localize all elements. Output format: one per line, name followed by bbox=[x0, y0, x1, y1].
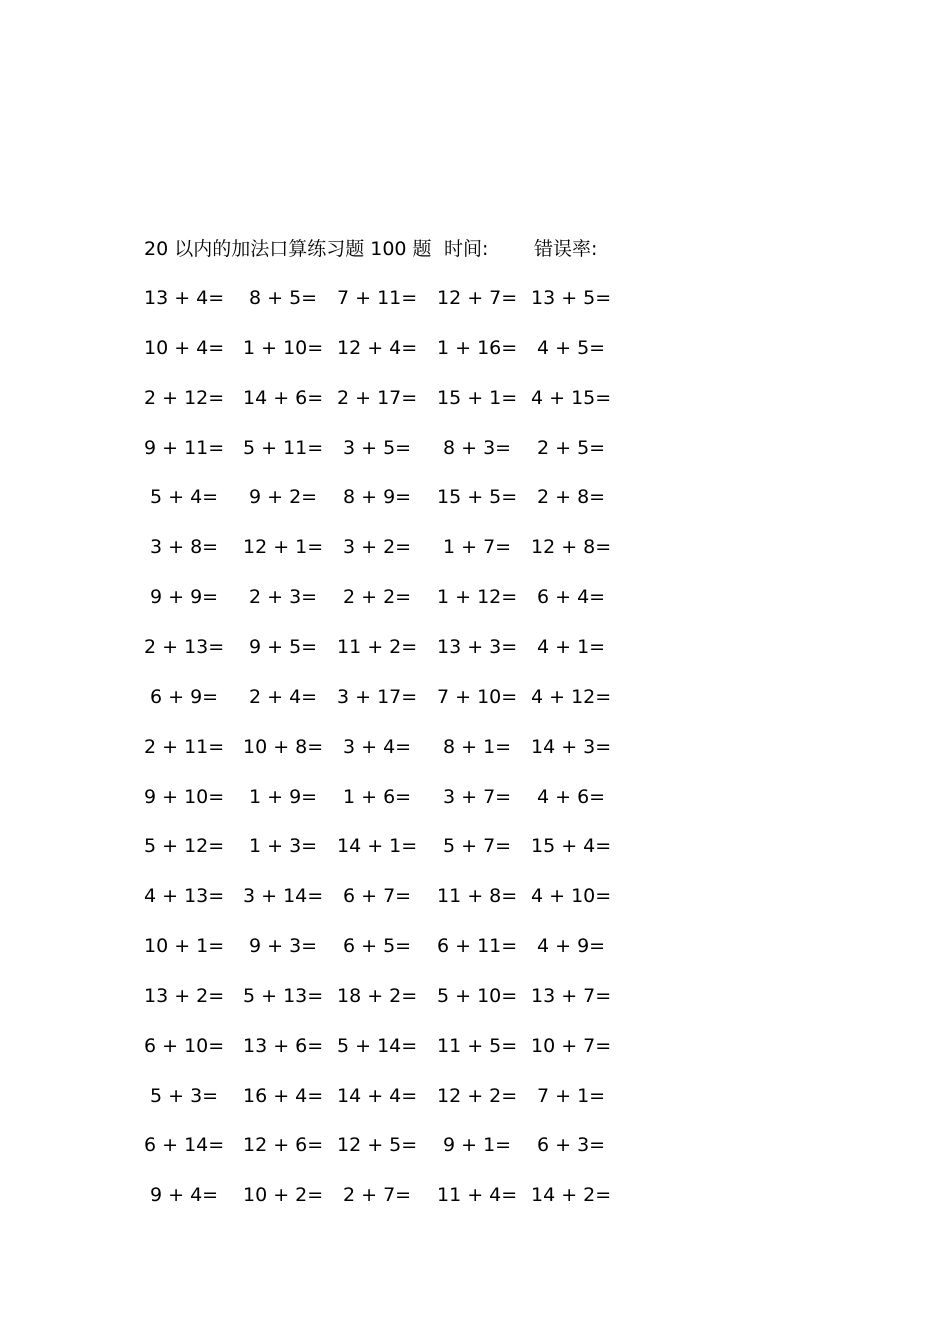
problem-item: 4 + 10= bbox=[531, 885, 612, 908]
problem-item: 14 + 4= bbox=[337, 1084, 418, 1107]
problem-item: 14 + 6= bbox=[243, 386, 324, 409]
problem-item: 14 + 3= bbox=[531, 735, 612, 758]
problem-item: 16 + 4= bbox=[243, 1084, 324, 1107]
problem-item: 3 + 2= bbox=[343, 536, 412, 559]
problem-item: 6 + 3= bbox=[537, 1134, 606, 1157]
problem-item: 6 + 11= bbox=[437, 935, 518, 958]
problem-item: 1 + 3= bbox=[249, 835, 318, 858]
problem-item: 14 + 2= bbox=[531, 1184, 612, 1207]
problem-item: 13 + 2= bbox=[144, 984, 225, 1007]
problem-item: 10 + 7= bbox=[531, 1034, 612, 1057]
problem-item: 4 + 9= bbox=[537, 935, 606, 958]
problem-item: 11 + 2= bbox=[337, 635, 418, 658]
problem-item: 6 + 10= bbox=[144, 1034, 225, 1057]
problem-item: 13 + 6= bbox=[243, 1034, 324, 1057]
problem-item: 1 + 10= bbox=[243, 336, 324, 359]
problem-item: 4 + 6= bbox=[537, 785, 606, 808]
problem-item: 2 + 13= bbox=[144, 635, 225, 658]
problem-item: 2 + 2= bbox=[343, 586, 412, 609]
problem-item: 2 + 3= bbox=[249, 586, 318, 609]
problem-item: 5 + 14= bbox=[337, 1034, 418, 1057]
problem-item: 2 + 4= bbox=[249, 685, 318, 708]
problem-item: 4 + 12= bbox=[531, 685, 612, 708]
problem-item: 3 + 17= bbox=[337, 685, 418, 708]
problem-item: 5 + 4= bbox=[150, 486, 219, 509]
problem-item: 12 + 6= bbox=[243, 1134, 324, 1157]
problem-item: 15 + 4= bbox=[531, 835, 612, 858]
problem-item: 9 + 3= bbox=[249, 935, 318, 958]
problem-item: 9 + 4= bbox=[150, 1184, 219, 1207]
problem-item: 13 + 5= bbox=[531, 287, 612, 309]
problem-item: 10 + 1= bbox=[144, 935, 225, 958]
problem-item: 6 + 9= bbox=[150, 685, 219, 708]
problem-item: 12 + 7= bbox=[437, 287, 518, 309]
problem-item: 2 + 8= bbox=[537, 486, 606, 509]
problem-item: 2 + 12= bbox=[144, 386, 225, 409]
problem-item: 12 + 4= bbox=[337, 336, 418, 359]
problem-item: 9 + 2= bbox=[249, 486, 318, 509]
problem-item: 2 + 7= bbox=[343, 1184, 412, 1207]
problem-item: 15 + 1= bbox=[437, 386, 518, 409]
problem-item: 5 + 3= bbox=[150, 1084, 219, 1107]
problem-item: 3 + 5= bbox=[343, 436, 412, 459]
problem-item: 13 + 3= bbox=[437, 635, 518, 658]
problem-item: 13 + 7= bbox=[531, 984, 612, 1007]
problem-item: 4 + 5= bbox=[537, 336, 606, 359]
problem-item: 18 + 2= bbox=[337, 984, 418, 1007]
problem-item: 8 + 1= bbox=[443, 735, 512, 758]
problem-item: 2 + 11= bbox=[144, 735, 225, 758]
time-label: 时间: bbox=[444, 238, 489, 260]
problem-item: 8 + 3= bbox=[443, 436, 512, 459]
problem-item: 5 + 11= bbox=[243, 436, 324, 459]
problem-item: 10 + 8= bbox=[243, 735, 324, 758]
problem-item: 5 + 13= bbox=[243, 984, 324, 1007]
problem-item: 7 + 10= bbox=[437, 685, 518, 708]
problem-item: 3 + 14= bbox=[243, 885, 324, 908]
problem-item: 14 + 1= bbox=[337, 835, 418, 858]
problem-item: 12 + 5= bbox=[337, 1134, 418, 1157]
problem-item: 4 + 15= bbox=[531, 386, 612, 409]
problem-item: 9 + 10= bbox=[144, 785, 225, 808]
problem-item: 10 + 2= bbox=[243, 1184, 324, 1207]
problem-item: 5 + 12= bbox=[144, 835, 225, 858]
problem-item: 10 + 4= bbox=[144, 336, 225, 359]
problem-item: 6 + 5= bbox=[343, 935, 412, 958]
problem-item: 2 + 17= bbox=[337, 386, 418, 409]
problem-item: 11 + 8= bbox=[437, 885, 518, 908]
worksheet-header bbox=[144, 236, 598, 262]
problem-item: 4 + 13= bbox=[144, 885, 225, 908]
problem-item: 6 + 4= bbox=[537, 586, 606, 609]
problem-item: 9 + 11= bbox=[144, 436, 225, 459]
problem-item: 9 + 5= bbox=[249, 635, 318, 658]
problem-item: 3 + 7= bbox=[443, 785, 512, 808]
error-rate-label: 错误率: bbox=[534, 238, 598, 260]
problem-item: 5 + 7= bbox=[443, 835, 512, 858]
problem-item: 11 + 4= bbox=[437, 1184, 518, 1207]
problem-item: 1 + 16= bbox=[437, 336, 518, 359]
problem-item: 6 + 7= bbox=[343, 885, 412, 908]
problem-item: 3 + 8= bbox=[150, 536, 219, 559]
worksheet-title: 20 以内的加法口算练习题 100 题 bbox=[144, 238, 432, 260]
problem-item: 1 + 9= bbox=[249, 785, 318, 808]
problem-item: 1 + 12= bbox=[437, 586, 518, 609]
problem-item: 12 + 1= bbox=[243, 536, 324, 559]
problem-item: 5 + 10= bbox=[437, 984, 518, 1007]
problem-item: 7 + 1= bbox=[537, 1084, 606, 1107]
problem-item: 2 + 5= bbox=[537, 436, 606, 459]
problem-item: 4 + 1= bbox=[537, 635, 606, 658]
problem-item: 6 + 14= bbox=[144, 1134, 225, 1157]
problem-item: 15 + 5= bbox=[437, 486, 518, 509]
problem-item: 12 + 8= bbox=[531, 536, 612, 559]
problem-item: 3 + 4= bbox=[343, 735, 412, 758]
problem-item: 1 + 6= bbox=[343, 785, 412, 808]
problem-item: 13 + 4= bbox=[144, 287, 225, 309]
problem-item: 1 + 7= bbox=[443, 536, 512, 559]
problem-item: 8 + 5= bbox=[249, 287, 318, 309]
problem-item: 9 + 1= bbox=[443, 1134, 512, 1157]
problem-item: 9 + 9= bbox=[150, 586, 219, 609]
problem-item: 12 + 2= bbox=[437, 1084, 518, 1107]
problem-item: 7 + 11= bbox=[337, 287, 418, 309]
problem-item: 11 + 5= bbox=[437, 1034, 518, 1057]
problem-item: 8 + 9= bbox=[343, 486, 412, 509]
